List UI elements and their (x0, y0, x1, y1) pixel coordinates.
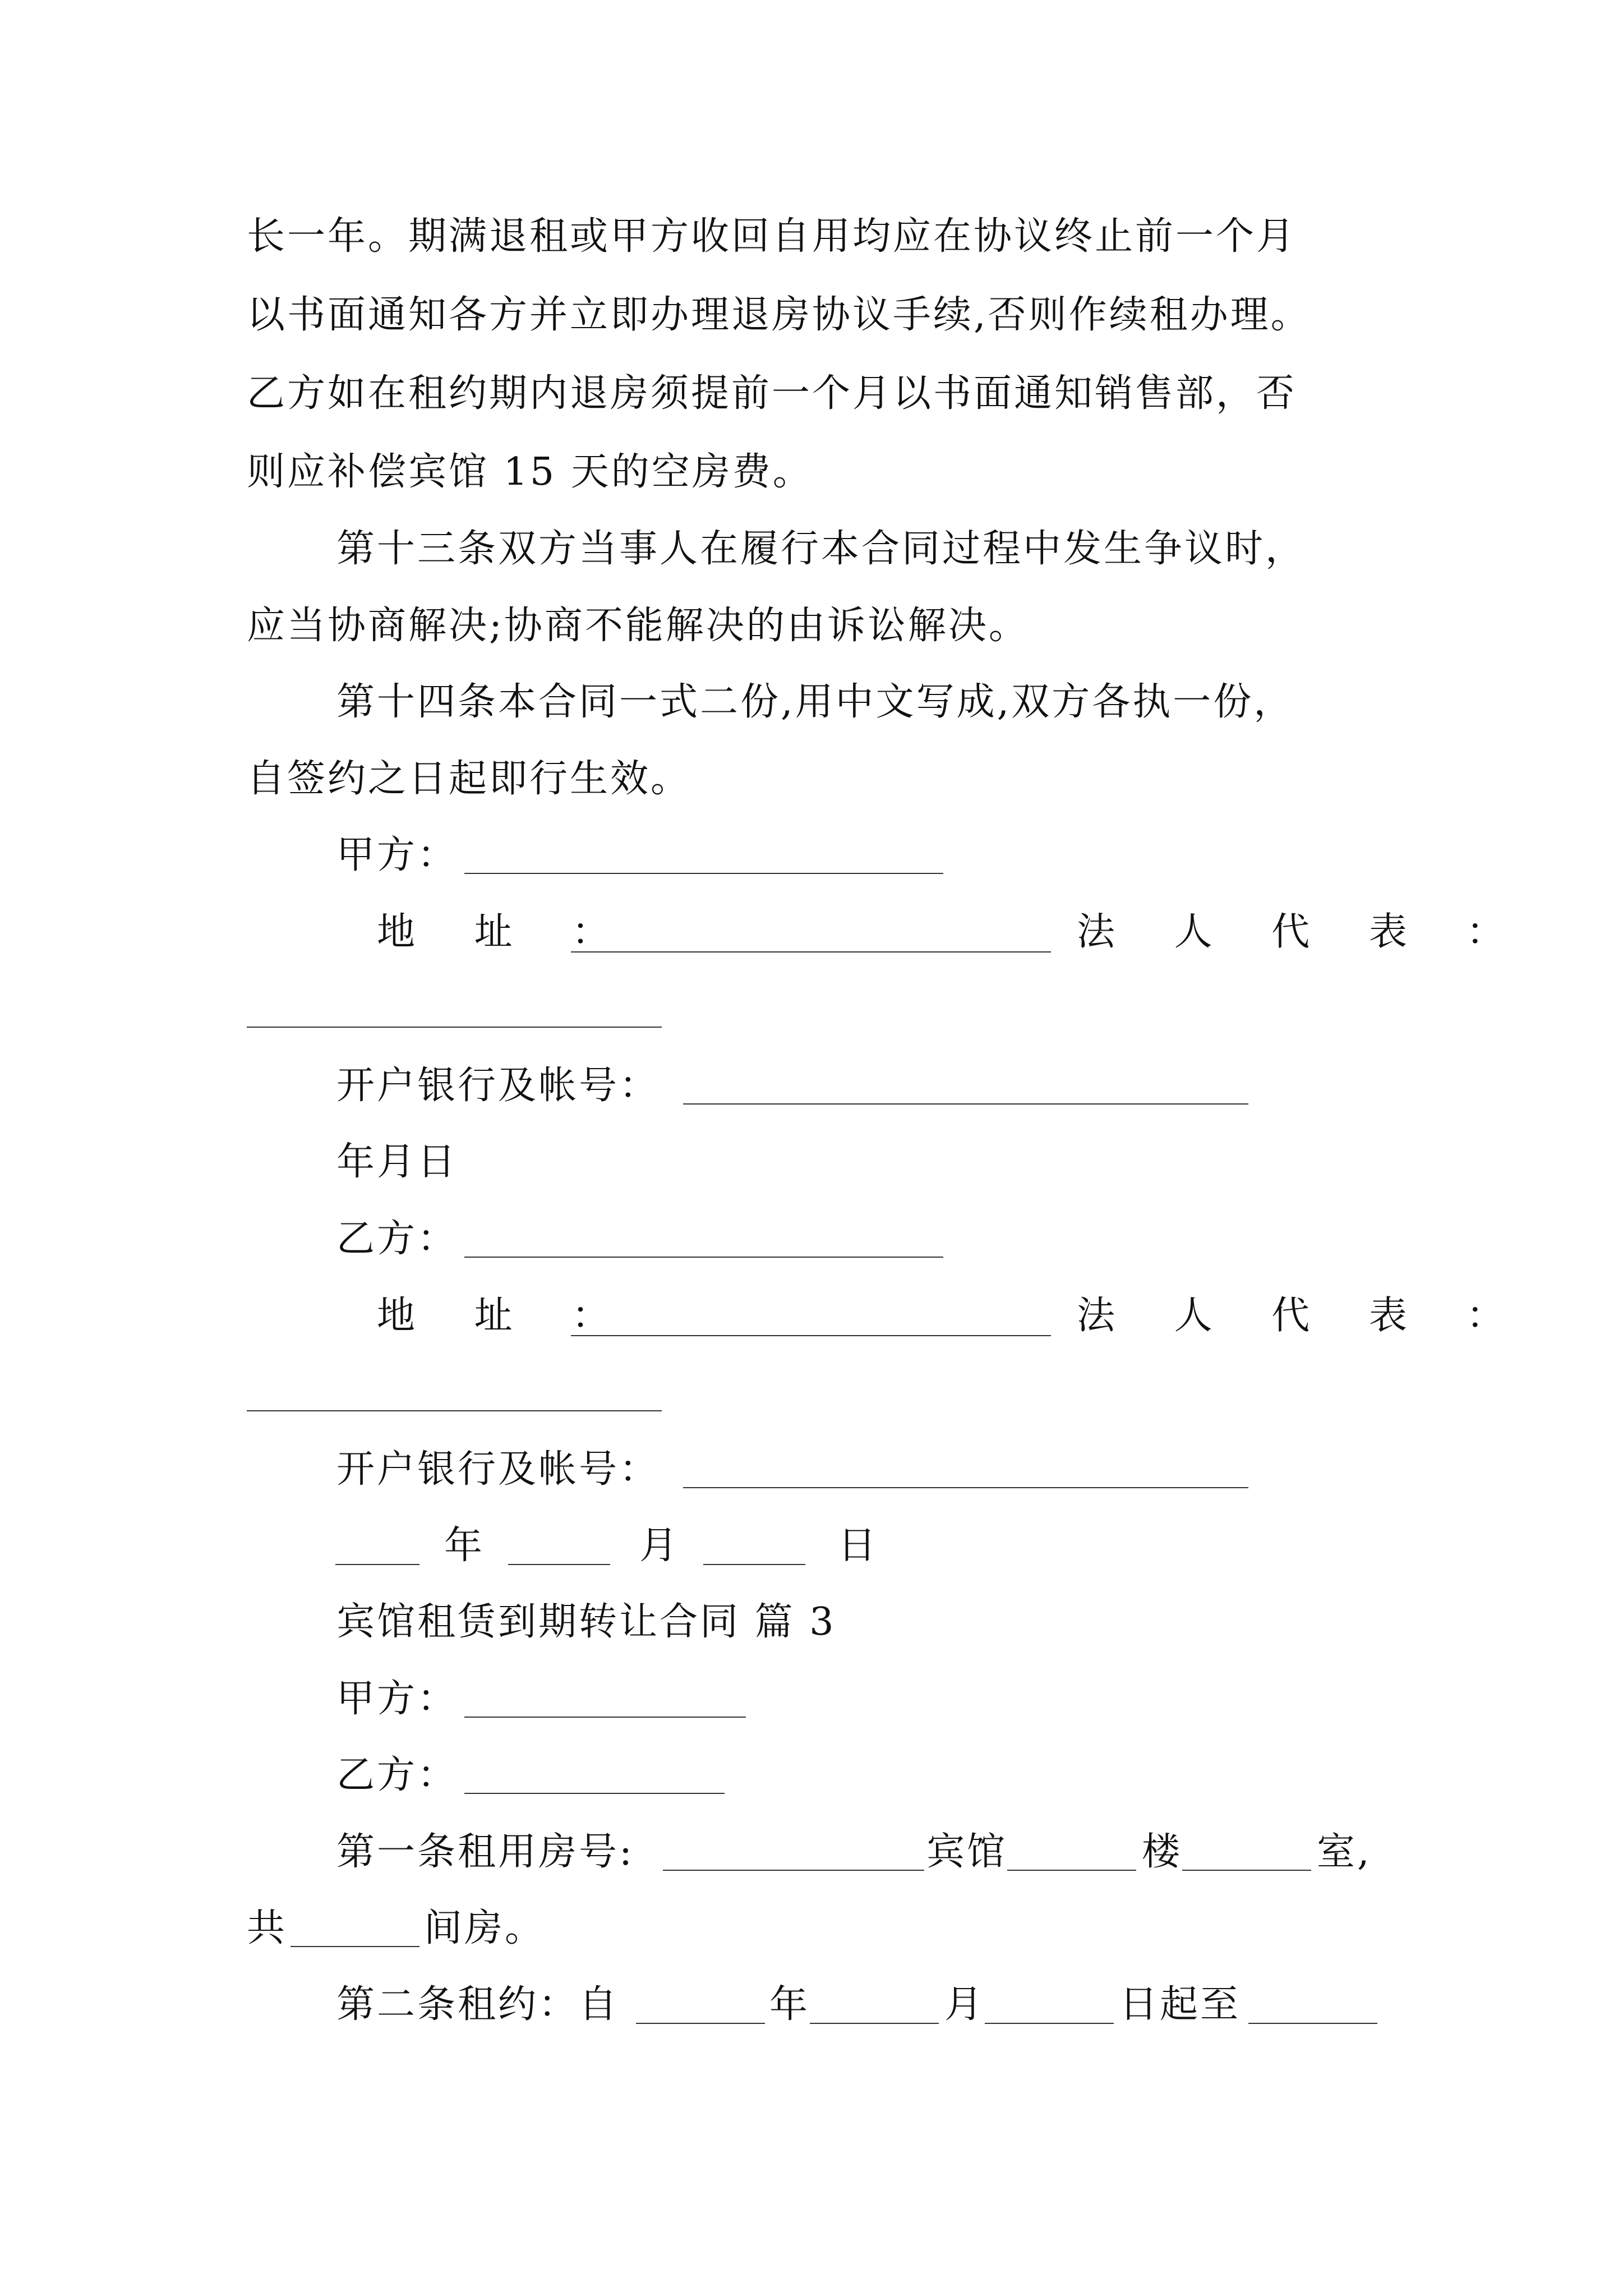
clause-13-line-2: 应当协商解决;协商不能解决的由诉讼解决。 (247, 604, 1029, 648)
clause-1-hotel-label: 宾馆 (926, 1830, 1008, 1874)
party-a-blank[interactable] (464, 873, 943, 874)
clause-14-line-2: 自签约之日起即行生效。 (247, 757, 691, 801)
clause-1-hotel-blank[interactable] (1007, 1870, 1136, 1871)
party-b-day-blank[interactable] (703, 1564, 805, 1565)
clause-1-prefix: 第一条租用房号: (336, 1830, 634, 1874)
section-3-party-a-label: 甲方： (336, 1677, 458, 1721)
party-b-day-label: 日 (838, 1524, 879, 1568)
paragraph-line-4: 则应补偿宾馆 15 天的空房费。 (247, 450, 813, 494)
clause-14-line-1: 第十四条本合同一式二份,用中文写成,双方各执一份， (336, 680, 1294, 724)
paragraph-line-2: 以书面通知各方并立即办理退房协议手续,否则作续租办理。 (247, 293, 1311, 337)
clause-1-floor-label: 楼 (1142, 1830, 1183, 1874)
clause-2-day-blank[interactable] (985, 2023, 1114, 2024)
party-b-legal-rep-label: 法 人 代 表 ： (1077, 1294, 1528, 1338)
party-b-legal-rep-blank[interactable] (247, 1410, 662, 1411)
section-3-party-a-blank[interactable] (464, 1717, 746, 1718)
party-a-legal-rep-label: 法 人 代 表 ： (1077, 910, 1528, 954)
party-b-bank-label: 开户银行及帐号： (336, 1447, 660, 1492)
party-b-year-label: 年 (444, 1524, 485, 1568)
party-a-address-blank[interactable] (571, 951, 1051, 953)
clause-2-year-blank[interactable] (636, 2023, 765, 2024)
clause-2-end-blank[interactable] (1248, 2023, 1377, 2024)
paragraph-line-1: 长一年。期满退租或甲方收回自用均应在协议终止前一个月 (247, 214, 1297, 259)
party-a-bank-label: 开户银行及帐号： (336, 1064, 660, 1108)
clause-1-total-label: 共 (247, 1906, 288, 1950)
party-b-blank[interactable] (464, 1257, 943, 1258)
party-b-address-label: 地 址 ： (377, 1294, 634, 1338)
clause-2-day-to-label: 日起至 (1119, 1982, 1241, 2027)
section-3-party-b-blank[interactable] (464, 1793, 725, 1794)
clause-2-prefix: 第二条租约：自 (336, 1982, 620, 2027)
clause-2-month-label: 月 (944, 1982, 985, 2027)
party-a-date-label: 年月日 (336, 1140, 458, 1184)
party-a-bank-blank[interactable] (683, 1103, 1248, 1105)
paragraph-line-3: 乙方如在租约期内退房须提前一个月以书面通知销售部，否 (247, 371, 1297, 416)
party-b-bank-blank[interactable] (683, 1487, 1248, 1488)
section-3-party-b-label: 乙方： (336, 1753, 458, 1797)
clause-1-room-label: 室, (1317, 1830, 1372, 1874)
party-b-address-blank[interactable] (571, 1335, 1051, 1336)
clause-2-month-blank[interactable] (810, 2023, 939, 2024)
clause-1-rooms-label: 间房。 (424, 1906, 546, 1950)
party-a-address-label: 地 址 ： (377, 910, 634, 954)
party-b-month-label: 月 (639, 1524, 680, 1568)
party-b-month-blank[interactable] (508, 1564, 610, 1565)
clause-13-line-1: 第十三条双方当事人在履行本合同过程中发生争议时， (336, 527, 1306, 571)
party-a-label: 甲方： (336, 833, 458, 877)
clause-2-year-label: 年 (769, 1982, 810, 2027)
section-3-title: 宾馆租赁到期转让合同 篇 3 (336, 1600, 836, 1644)
clause-1-floor-blank[interactable] (1182, 1870, 1311, 1871)
party-b-year-blank[interactable] (335, 1564, 419, 1565)
party-a-legal-rep-blank[interactable] (247, 1027, 662, 1028)
clause-1-total-blank[interactable] (291, 1946, 419, 1947)
party-b-label: 乙方： (336, 1217, 458, 1261)
clause-1-room-no-blank[interactable] (663, 1870, 924, 1871)
